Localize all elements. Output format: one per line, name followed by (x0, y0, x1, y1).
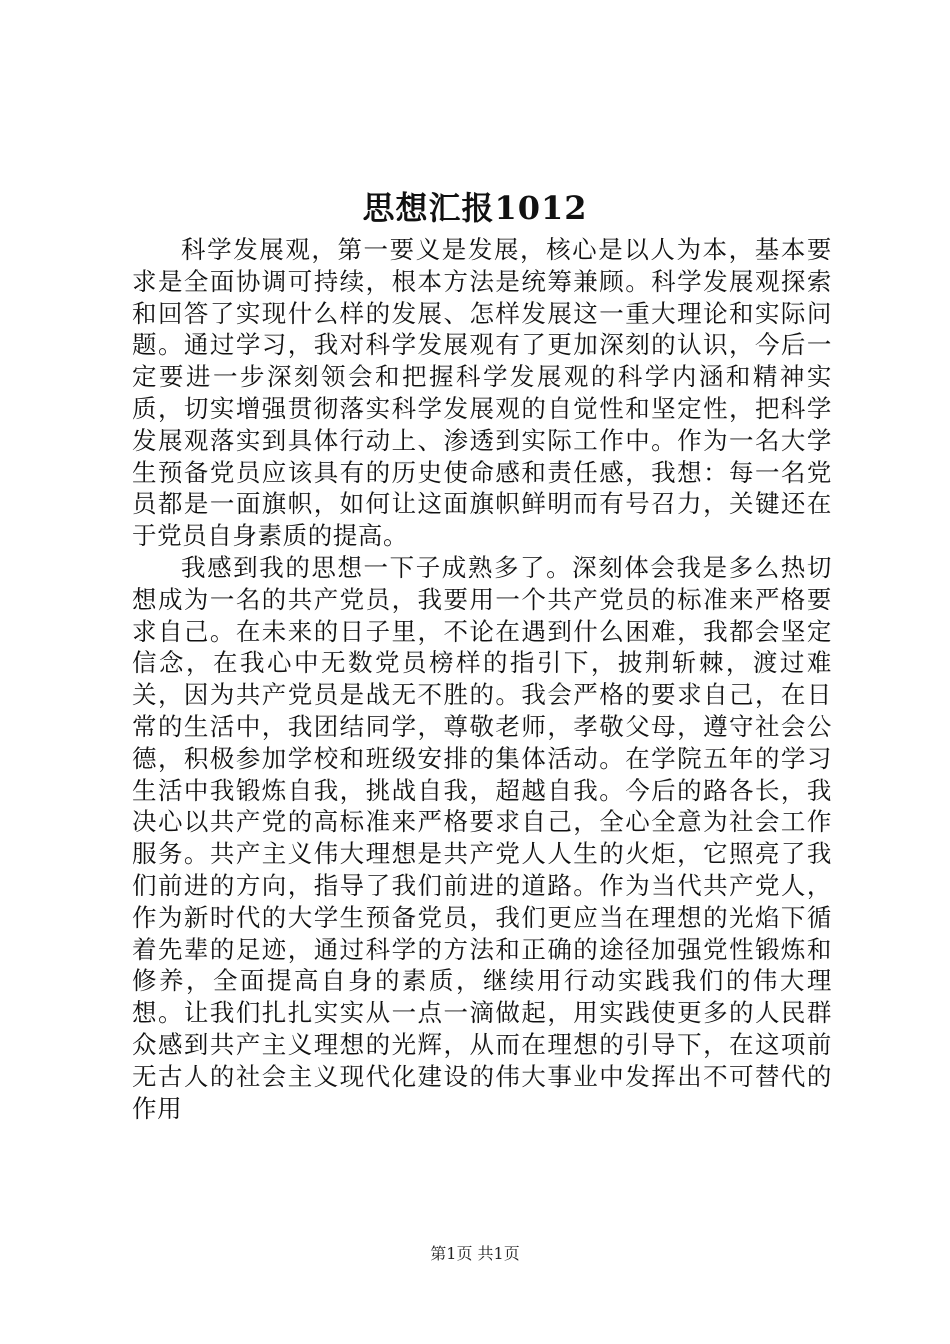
document-body (132, 234, 832, 1124)
document-title: 思想汇报1012 (362, 189, 588, 227)
page-footer: 第1页 共1页 (430, 1244, 520, 1263)
paragraph-2: 我感到我的思想一下子成熟多了。深刻体会我是多么热切想成为一名的共产党员，我要用一个共产党员的标准来严格要求自己。在未来的日子里，不论在遇到什么困难，我都会坚定信念，在我心中无数党员榜样的指引下，披荆斩棘，渡过难关，因为共产党员是战无不胜的。我会严格的要求自己，在日常的生活中，我团结同学，尊敬老师，孝敬父母，遵守社会公德，积极参加学校和班级安排的集体活动。在学院五年的学习生活中我锻炼自我，挑战自我，超越自我。今后的路各长，我决心以共产党的高标准来严格要求自己，全心全意为社会工作服务。共产主义伟大理想是共产党人人生的火炬，它照亮了我们前进的方向，指导了我们前进的道路。作为当代共产党人，作为新时代的大学生预备党员，我们更应当在理想的光焰下循着先辈的足迹，通过科学的方法和正确的途径加强党性锻炼和修养，全面提高自身的素质，继续用行动实践我们的伟大理想。让我们扎扎实实从一点一滴做起，用实践使更多的人民群众感到共产主义理想的光辉，从而在理想的引导下，在这项前无古人的社会主义现代化建设的伟大事业中发挥出不可替代的作用 (132, 552, 832, 1123)
paragraph-1: 科学发展观，第一要义是发展，核心是以人为本，基本要求是全面协调可持续，根本方法是统筹兼顾。科学发展观探索和回答了实现什么样的发展、怎样发展这一重大理论和实际问题。通过学习，我对科学发展观有了更加深刻的认识，今后一定要进一步深刻领会和把握科学发展观的科学内涵和精神实质，切实增强贯彻落实科学发展观的自觉性和坚定性，把科学发展观落实到具体行动上、渗透到实际工作中。作为一名大学生预备党员应该具有的历史使命感和责任感，我想：每一名党员都是一面旗帜，如何让这面旗帜鲜明而有号召力，关键还在于党员自身素质的提高。 (132, 235, 832, 551)
